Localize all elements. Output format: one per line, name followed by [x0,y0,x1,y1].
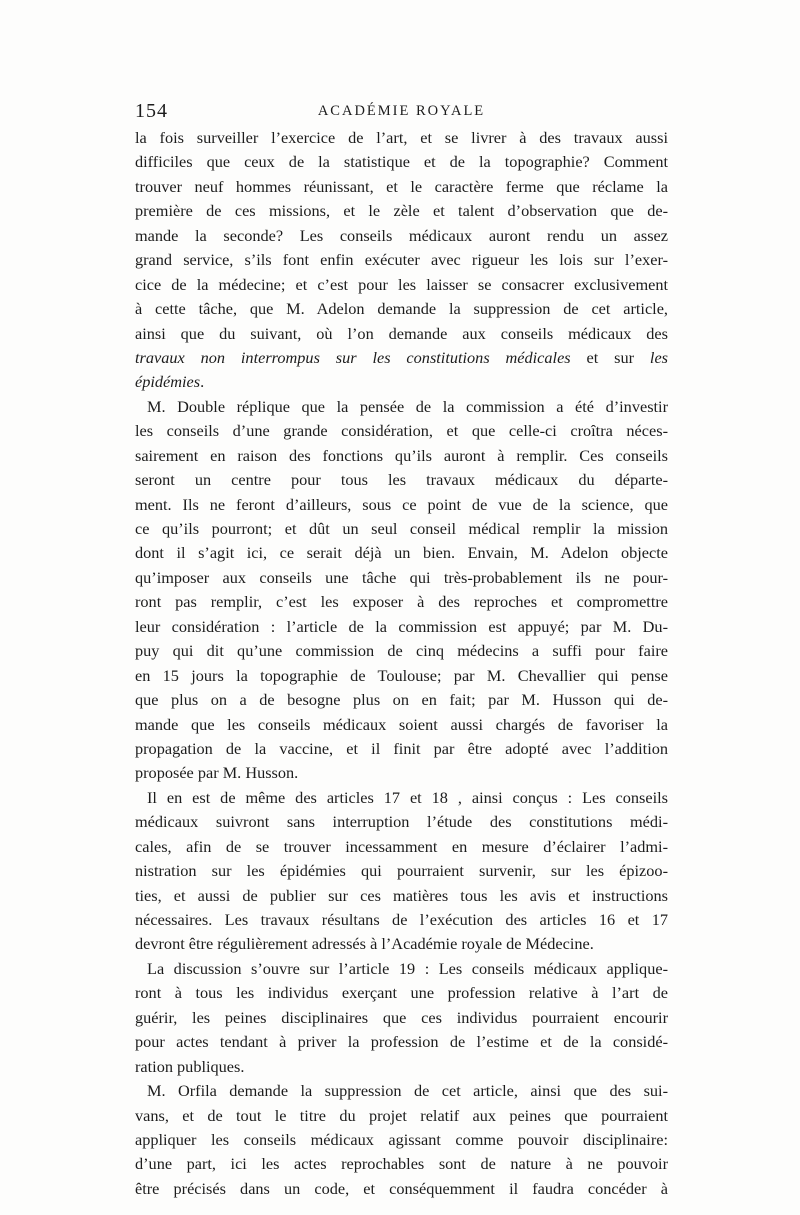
page-header [135,100,668,126]
text-line: en 15 jours la topographie de Toulouse; par M. Chevallier qui pense [135,665,668,685]
text-line: propagation de la vaccine, et il finit par être adopté avec l’addition [135,738,668,758]
paragraph-start-line: Il en est de même des articles 17 et 18 , ainsi conçus : Les conseils [147,787,668,807]
body-text [135,126,668,1201]
paragraph-start-line: M. Double réplique que la pensée de la commission a été d’investir [147,396,668,416]
text-line: cice de la médecine; et c’est pour les laisser se consacrer exclusivement [135,274,668,294]
text-line: ront à tous les individus exerçant une profession relative à l’art de [135,983,668,1003]
text-line: grand service, s’ils font enfin exécuter avec rigueur les lois sur l’exer- [135,250,668,270]
running-title: ACADÉMIE ROYALE [317,103,486,119]
text-line: d’une part, ici les actes reprochables sont de nature à ne pouvoir [135,1154,668,1174]
text-line: nécessaires. Les travaux résultans de l’exécution des articles 16 et 17 [135,910,668,929]
text-line: ment. Ils ne feront d’ailleurs, sous ce point de vue de la science, que [135,494,668,514]
page-number: 154 [135,100,168,122]
paragraph-end-line: ration publiques. [135,1056,245,1076]
text-line: cales, afin de se trouver incessamment en mesure d’éclairer l’admi- [135,836,668,856]
paragraph-end-line: proposée par M. Husson. [135,763,299,783]
text-line: guérir, les peines disciplinaires que ces individus pourraient encourir [135,1007,668,1027]
text-line: qu’imposer aux conseils une tâche qui très-probablement ils ne pour- [135,567,668,587]
text-line: médicaux suivront sans interruption l’étude des constitutions médi- [135,812,668,832]
paragraph-end-line: devront être régulièrement adressés à l’Académie royale de Médecine. [135,934,594,954]
italic-word: les [649,347,669,367]
period: . [200,372,205,392]
text-line: les conseils d’une grande considération, et que celle-ci croîtra néces- [135,421,668,441]
text-line: à cette tâche, que M. Adelon demande la suppression de cet article, [135,299,668,319]
text-line: première de ces missions, et le zèle et talent d’observation que de- [135,201,668,221]
italic-word: épidémies [135,372,201,392]
roman-phrase: et sur [570,347,650,367]
text-line: ties, et aussi de publier sur ces matières tous les avis et instructions [135,885,668,905]
text-line: nistration sur les épidémies qui pourraient survenir, sur les épizoo- [135,861,668,881]
text-line: pour actes tendant à priver la profession de l’estime et de la considé- [135,1032,668,1052]
text-line-italic-end [135,370,668,394]
text-line: mande la seconde? Les conseils médicaux auront rendu un assez [135,225,668,245]
text-line: leur considération : l’article de la commission est appuyé; par M. Du- [135,616,668,636]
text-line: seront un centre pour tous les travaux médicaux du départe- [135,470,668,490]
text-line: mande que les conseils médicaux soient aussi chargés de favoriser la [135,714,668,734]
text-line: dont il s’agit ici, ce serait déjà un bien. Envain, M. Adelon objecte [135,543,668,563]
text-line: ainsi que du suivant, où l’on demande aux conseils médicaux des [135,323,668,343]
text-line: trouver neuf hommes réunissant, et le caractère ferme que réclame la [135,176,668,196]
text-line-italic-mixed [135,346,668,370]
text-line: ront pas remplir, c’est les exposer à des reproches et compromettre [135,592,668,612]
paragraph-start-line: La discussion s’ouvre sur l’article 19 : Les conseils médicaux applique- [147,958,668,978]
text-line: sairement en raison des fonctions qu’ils auront à remplir. Ces conseils [135,445,668,465]
text-line: vans, et de tout le titre du projet relatif aux peines que pourraient [135,1105,668,1125]
paragraph-start-line: M. Orfila demande la suppression de cet article, ainsi que des sui- [147,1081,668,1101]
text-line: puy qui dit qu’une commission de cinq médecins a suffi pour faire [135,641,668,661]
text-line: la fois surveiller l’exercice de l’art, et se livrer à des travaux aussi [135,128,668,147]
italic-phrase: travaux non interrompus sur les constitutions médicales [135,347,571,367]
text-line: être précisés dans un code, et conséquemment il faudra concéder à [135,1178,668,1198]
text-line: appliquer les conseils médicaux agissant comme pouvoir disciplinaire: [135,1129,668,1149]
text-line: que plus on a de besogne plus on en fait; par M. Husson qui de- [135,690,668,710]
text-line: ce qu’ils pourront; et dût un seul conseil médical remplir la mission [135,519,668,538]
text-line: difficiles que ceux de la statistique et de la topographie? Comment [135,152,668,172]
